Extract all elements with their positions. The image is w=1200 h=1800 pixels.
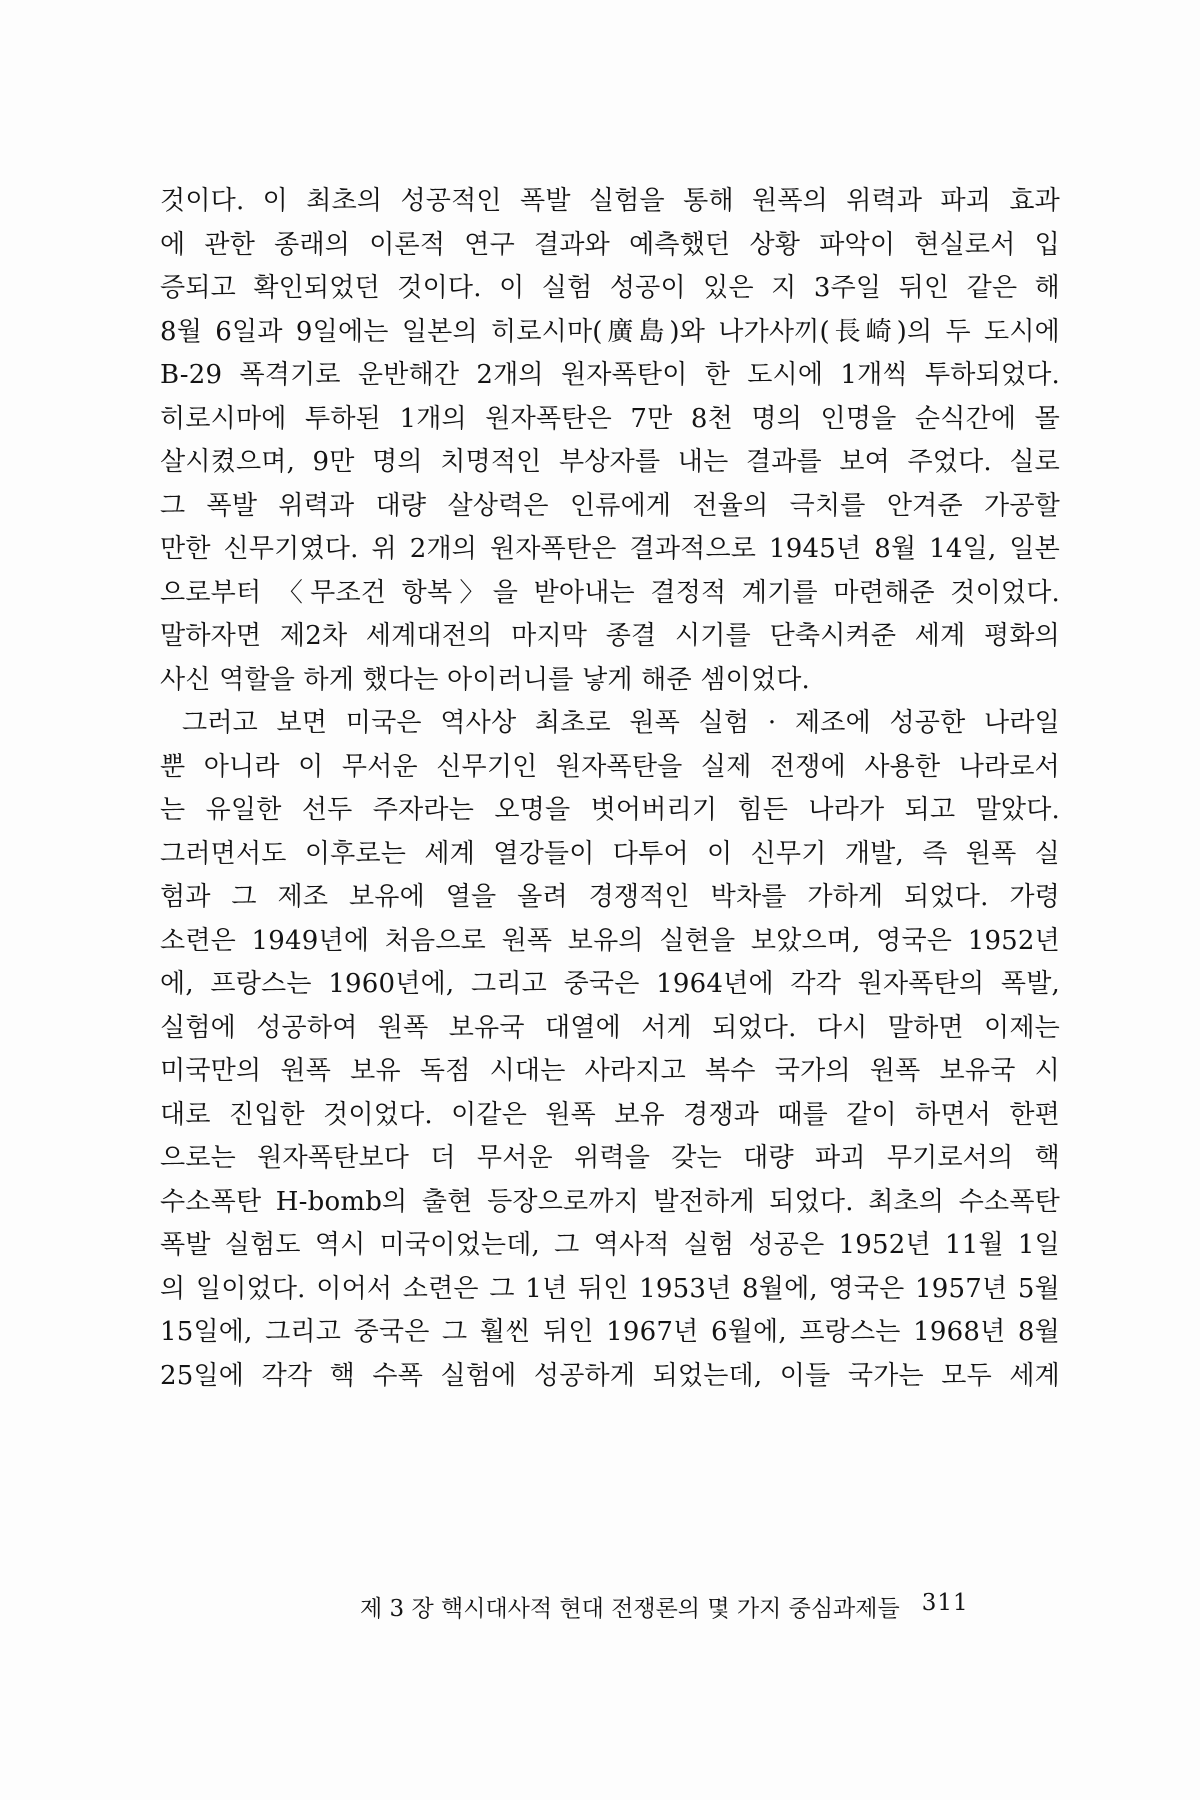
text-line: 에 관한 종래의 이론적 연구 결과와 예측했던 상황 파악이 현실로서 입	[160, 229, 1060, 260]
text-line: B-29 폭격기로 운반해간 2개의 원자폭탄이 한 도시에 1개씩 투하되었다.	[160, 360, 1060, 390]
body-text	[160, 180, 1060, 1398]
text-line: 히로시마에 투하된 1개의 원자폭탄은 7만 8천 명의 인명을 순식간에 몰	[160, 403, 1060, 434]
text-line: 뿐 아니라 이 무서운 신무기인 원자폭탄을 실제 전쟁에 사용한 나라로서	[160, 751, 1060, 782]
text-line: 소련은 1949년에 처음으로 원폭 보유의 실현을 보았으며, 영국은 1952년	[160, 925, 1060, 956]
text-line: 15일에, 그리고 중국은 그 훨씬 뒤인 1967년 6월에, 프랑스는 1968년 8월	[160, 1317, 1060, 1347]
text-line: 살시켰으며, 9만 명의 치명적인 부상자를 내는 결과를 보여 주었다. 실로	[160, 447, 1060, 477]
text-line: 말하자면 제2차 세계대전의 마지막 종결 시기를 단축시켜준 세계 평화의	[160, 621, 1060, 651]
text-line: 험과 그 제조 보유에 열을 올려 경쟁적인 박차를 가하게 되었다. 가령	[160, 882, 1060, 912]
text-line: 의 일이었다. 이어서 소련은 그 1년 뒤인 1953년 8월에, 영국은 1957년 5월	[160, 1273, 1060, 1304]
text-line: 미국만의 원폭 보유 독점 시대는 사라지고 복수 국가의 원폭 보유국 시	[160, 1056, 1060, 1086]
text-line: 그 폭발 위력과 대량 살상력은 인류에게 전율의 극치를 안겨준 가공할	[160, 490, 1060, 521]
paragraph-end-line: 사신 역할을 하게 했다는 아이러니를 낳게 해준 셈이었다.	[160, 664, 810, 695]
text-line: 에, 프랑스는 1960년에, 그리고 중국은 1964년에 각각 원자폭탄의 폭발,	[160, 969, 1060, 999]
running-title: 제 3 장 핵시대사적 현대 전쟁론의 몇 가지 중심과제들	[360, 1596, 900, 1622]
text-line: 으로부터 〈무조건 항복〉을 받아내는 결정적 계기를 마련해준 것이었다.	[160, 577, 1060, 608]
text-line: 수소폭탄 H-bomb의 출현 등장으로까지 발전하게 되었다. 최초의 수소폭탄	[160, 1186, 1060, 1217]
text-line: 폭발 실험도 역시 미국이었는데, 그 역사적 실험 성공은 1952년 11월 1일	[160, 1230, 1060, 1260]
text-line: 으로는 원자폭탄보다 더 무서운 위력을 갖는 대량 파괴 무기로서의 핵	[160, 1143, 1060, 1173]
text-line: 는 유일한 선두 주자라는 오명을 벗어버리기 힘든 나라가 되고 말았다.	[160, 795, 1060, 825]
text-line: 그러면서도 이후로는 세계 열강들이 다투어 이 신무기 개발, 즉 원폭 실	[160, 838, 1060, 869]
page-footer	[360, 1590, 1060, 1623]
text-line: 8월 6일과 9일에는 일본의 히로시마(廣島)와 나가사끼(長崎)의 두 도시에	[160, 316, 1060, 347]
text-line: 증되고 확인되었던 것이다. 이 실험 성공이 있은 지 3주일 뒤인 같은 해	[160, 273, 1060, 303]
text-line: 것이다. 이 최초의 성공적인 폭발 실험을 통해 원폭의 위력과 파괴 효과	[160, 186, 1060, 216]
page-number: 311	[921, 1590, 969, 1616]
paragraph-start-line: 그러고 보면 미국은 역사상 최초로 원폭 실험 · 제조에 성공한 나라일	[182, 708, 1060, 738]
text-line: 만한 신무기였다. 위 2개의 원자폭탄은 결과적으로 1945년 8월 14일, 일본	[160, 534, 1060, 564]
text-line: 대로 진입한 것이었다. 이같은 원폭 보유 경쟁과 때를 같이 하면서 한편	[160, 1099, 1060, 1130]
text-line: 실험에 성공하여 원폭 보유국 대열에 서게 되었다. 다시 말하면 이제는	[160, 1012, 1060, 1043]
text-line: 25일에 각각 핵 수폭 실험에 성공하게 되었는데, 이들 국가는 모두 세계	[160, 1360, 1060, 1391]
